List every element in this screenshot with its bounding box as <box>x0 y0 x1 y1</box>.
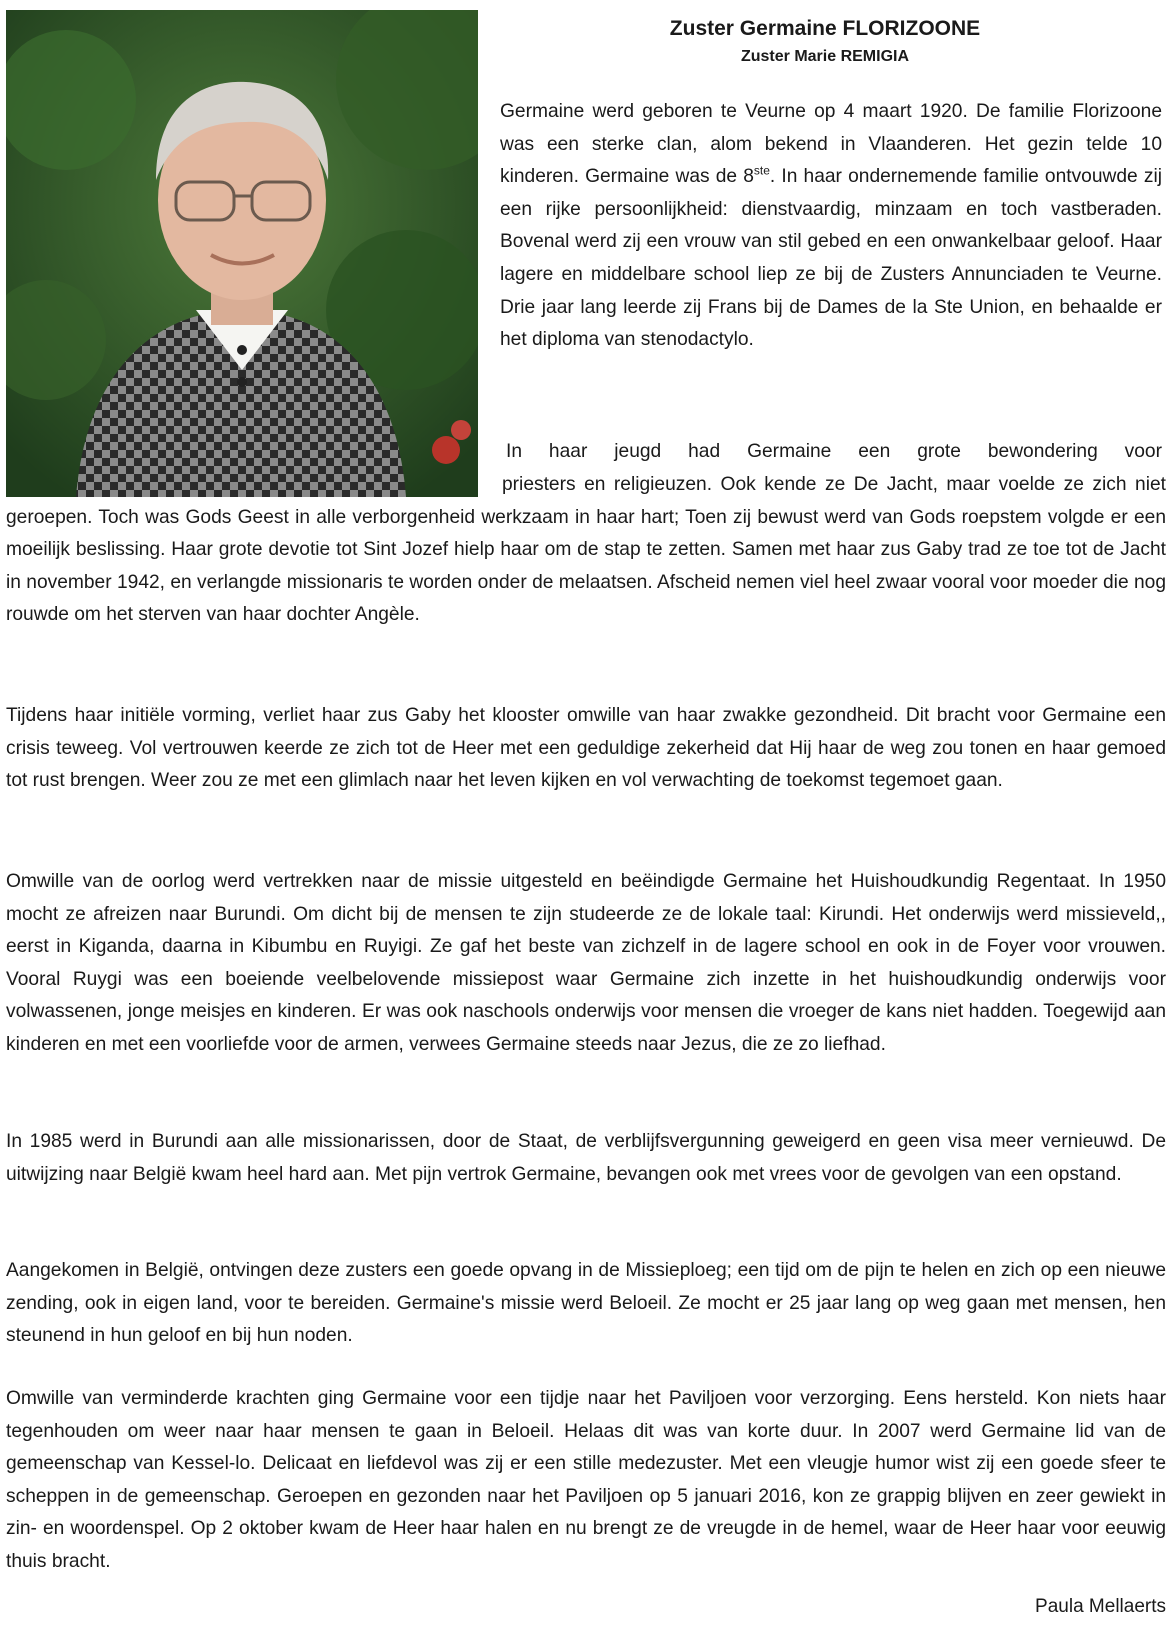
author-signature: Paula Mellaerts <box>1035 1596 1166 1617</box>
header <box>500 14 1150 70</box>
paragraph-3: Tijdens haar initiële vorming, verliet haar zus Gaby het klooster omwille van haar zwakke gezondheid. Dit bracht voor Germaine een crisis teweeg. Vol vertrouwen keerde ze zich tot de Heer met een geduldige zekerheid dat Hij haar de weg zou tonen en haar gemoed tot rust brengen. Weer zou ze met een glimlach naar het leven kijken en vol verwachting de toekomst tegemoet gaan. <box>6 705 1166 792</box>
paragraph-6: Aangekomen in België, ontvingen deze zusters een goede opvang in de Missieploeg; een tijd om de pijn te helen en zich op een nieuwe zending, ook in eigen land, voor te bereiden. Germaine's missie werd Beloeil. Ze mocht er 25 jaar lang op weg gaan met mensen, hen steunend in hun geloof en bij hun noden. <box>6 1260 1166 1347</box>
paragraph-1 <box>500 96 1162 357</box>
paragraph-2: priesters en religieuzen. Ook kende ze De Jacht, maar voelde ze zich niet geroepen. Toch was Gods Geest in alle verborgenheid werkzaam in haar hart; Toen zij bewust werd van Gods roepstem volgde er een moeilijk beslissing. Haar grote devotie tot Sint Jozef hielp haar om de stap te zetten. Samen met haar zus Gaby trad ze toe tot de Jacht in november 1942, en verlangde missionaris te worden onder de melaatsen. Afscheid nemen viel heel zwaar vooral voor moeder die nog rouwde om het sterven van haar dochter Angèle. <box>6 474 1166 626</box>
paragraph-5: In 1985 werd in Burundi aan alle missionarissen, door de Staat, de verblijfsvergunning geweigerd en geen visa meer vernieuwd. De uitwijzing naar België kwam heel hard aan. Met pijn vertrok Germaine, bevangen ook met vrees voor de gevolgen van een opstand. <box>6 1131 1166 1185</box>
page-title: Zuster Germaine FLORIZOONE <box>669 17 981 40</box>
paragraph-1-text-b: . In haar ondernemende familie ontvouwde zij een rijke persoonlijkheid: dienstvaardig, minzaam en toch vastberaden. Bovenal werd zij een vrouw van stil gebed en een onwankelbaar geloof. Haar lagere en middelbare school liep ze bij de Zusters Annunciaden te Veurne. Drie jaar lang leerde zij Frans bij de Dames de la Ste Union, en behaalde er het diploma van stenodactylo. <box>500 166 1162 351</box>
paragraph-4: Omwille van de oorlog werd vertrekken naar de missie uitgesteld en beëindigde Germaine het Huishoudkundig Regentaat. In 1950 mocht ze afreizen naar Burundi. Om dicht bij de mensen te zijn studeerde ze de lokale taal: Kirundi. Het onderwijs werd missieveld,, eerst in Kiganda, daarna in Kibumbu en Ruyigi. Ze gaf het beste van zichzelf in de lagere school en ook in de Foyer voor vrouwen. Vooral Ruygi was een boeiende veelbelovende missiepost waar Germaine zich inzette in het huishoudkundig onderwijs voor volwassenen, jonge meisjes en kinderen. Er was ook naschools onderwijs voor mensen die vroeger de kans niet hadden. Toegewijd aan kinderen en met een voorliefde voor de armen, verwees Germaine steeds naar Jezus, die ze zo liefhad. <box>6 871 1166 1055</box>
paragraph-7: Omwille van verminderde krachten ging Germaine voor een tijdje naar het Paviljoen voor verzorging. Eens hersteld. Kon niets haar tegenhouden om weer naar haar mensen te gaan in Beloeil. Helaas dit was van korte duur. In 2007 werd Germaine lid van de gemeenschap van Kessel-lo. Delicaat en liefdevol was zij er een stille medezuster. Met een vleugje humor wist zij een goede sfeer te scheppen in de gemeenschap. Geroepen en gezonden naar het Paviljoen op 5 januari 2016, kon ze grappig blijven en zeer gewiekt in zin- en woordenspel. Op 2 oktober kwam de Heer haar halen en nu brengt ze de vreugde in de hemel, waar de Heer haar voor eeuwig thuis bracht. <box>6 1388 1166 1572</box>
paragraph-1-text-a: Germaine werd geboren te Veurne op 4 maart 1920. De familie Florizoone was een sterke clan, alom bekend in Vlaanderen. Het gezin telde 10 kinderen. Germaine was de 8 <box>500 101 1162 188</box>
ordinal-superscript: ste <box>753 163 770 178</box>
page-subtitle: Zuster Marie REMIGIA <box>740 48 910 65</box>
paragraph-2-first-line: In haar jeugd had Germaine een grote bewondering voor <box>506 441 1162 462</box>
portrait-photo-icon <box>6 10 478 497</box>
